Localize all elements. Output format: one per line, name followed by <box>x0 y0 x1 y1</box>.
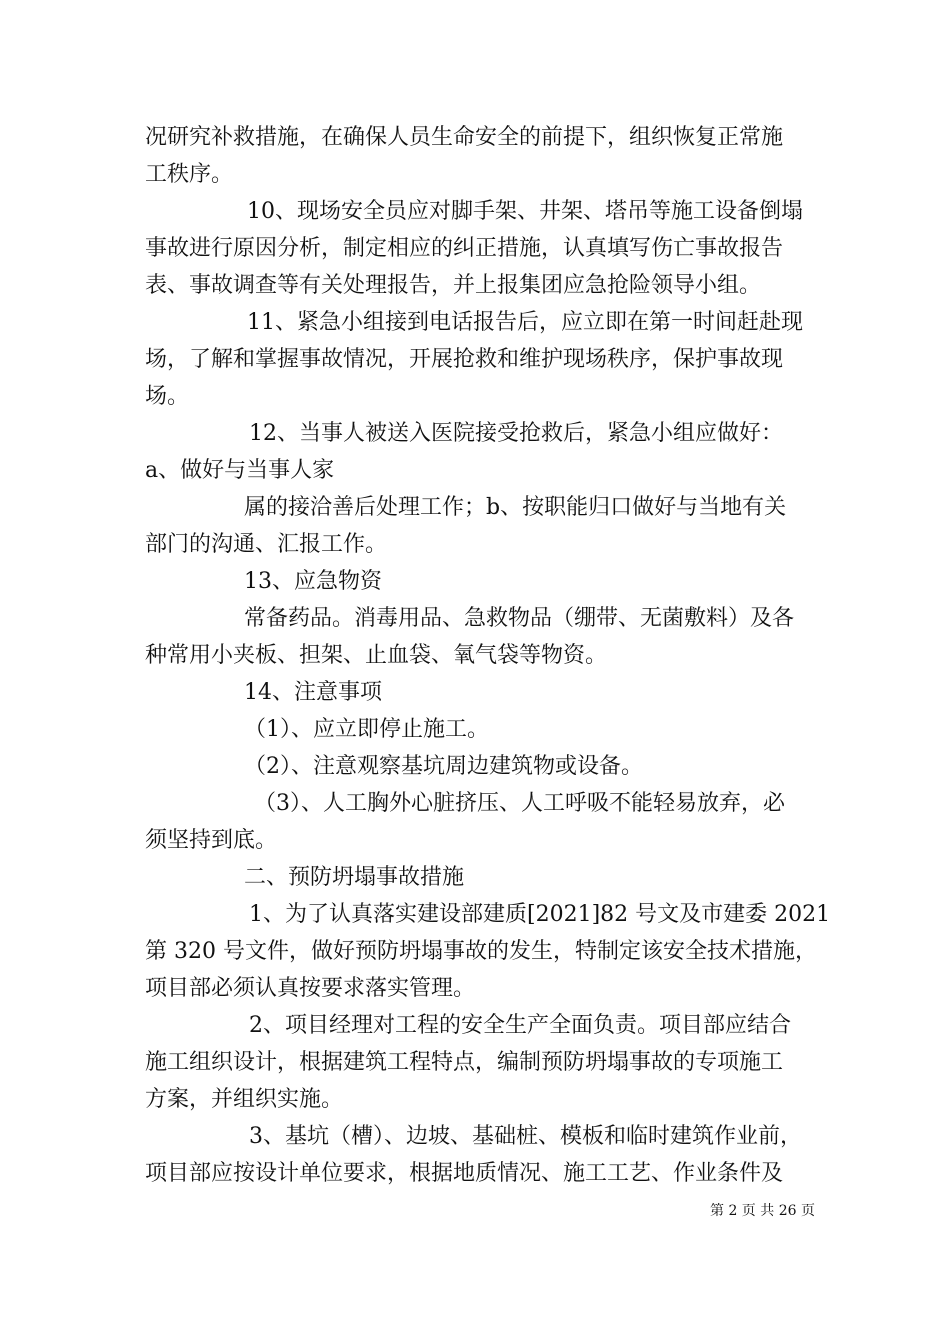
paragraph-line: 1、为了认真落实建设部建质[2021]82 号文及市建委 2021 <box>249 902 831 927</box>
paragraph-line: 10、现场安全员应对脚手架、井架、塔吊等施工设备倒塌 <box>247 199 803 224</box>
paragraph-line: 表、事故调查等有关处理报告，并上报集团应急抢险领导小组。 <box>145 273 762 298</box>
paragraph-line: 项目部必须认真按要求落实管理。 <box>145 976 476 1001</box>
list-item: （3）、人工胸外心脏挤压、人工呼吸不能轻易放弃，必 <box>254 791 785 816</box>
paragraph-line: 方案，并组织实施。 <box>145 1087 344 1112</box>
paragraph-line: 3、基坑（槽）、边坡、基础桩、模板和临时建筑作业前， <box>249 1124 802 1149</box>
paragraph-line: 施工组织设计，根据建筑工程特点，编制预防坍塌事故的专项施工 <box>145 1050 784 1075</box>
paragraph-heading: 14、注意事项 <box>244 680 382 705</box>
paragraph-line: 项目部应按设计单位要求，根据地质情况、施工工艺、作业条件及 <box>145 1161 784 1186</box>
paragraph-line: 工秩序。 <box>145 162 234 187</box>
paragraph-line: 12、当事人被送入医院接受抢救后，紧急小组应做好： <box>249 421 783 446</box>
paragraph-heading: 13、应急物资 <box>244 569 382 594</box>
paragraph-line: 须坚持到底。 <box>145 828 278 853</box>
list-item: （1）、应立即停止施工。 <box>244 717 489 742</box>
list-item: （2）、注意观察基坑周边建筑物或设备。 <box>244 754 643 779</box>
paragraph-line: 11、紧急小组接到电话报告后，应立即在第一时间赶赴现 <box>247 310 803 335</box>
paragraph-line: 种常用小夹板、担架、止血袋、氧气袋等物资。 <box>145 643 608 668</box>
paragraph-line: 第 320 号文件，做好预防坍塌事故的发生，特制定该安全技术措施， <box>145 939 817 964</box>
paragraph-line: 场。 <box>145 384 190 409</box>
paragraph-line: 属的接洽善后处理工作；b、按职能归口做好与当地有关 <box>244 495 787 520</box>
paragraph-line: 2、项目经理对工程的安全生产全面负责。项目部应结合 <box>249 1013 791 1038</box>
paragraph-line: 事故进行原因分析，制定相应的纠正措施，认真填写伤亡事故报告 <box>145 236 784 261</box>
paragraph-line: 部门的沟通、汇报工作。 <box>145 532 388 557</box>
section-heading: 二、预防坍塌事故措施 <box>244 865 465 890</box>
paragraph-line: 场，了解和掌握事故情况，开展抢救和维护现场秩序，保护事故现 <box>145 347 784 372</box>
paragraph-line: a、做好与当事人家 <box>145 458 335 483</box>
paragraph-line: 常备药品。消毒用品、急救物品（绷带、无菌敷料）及各 <box>244 606 795 631</box>
page-number: 第 2 页 共 26 页 <box>710 1203 815 1219</box>
paragraph-line: 况研究补救措施，在确保人员生命安全的前提下，组织恢复正常施 <box>145 125 784 150</box>
